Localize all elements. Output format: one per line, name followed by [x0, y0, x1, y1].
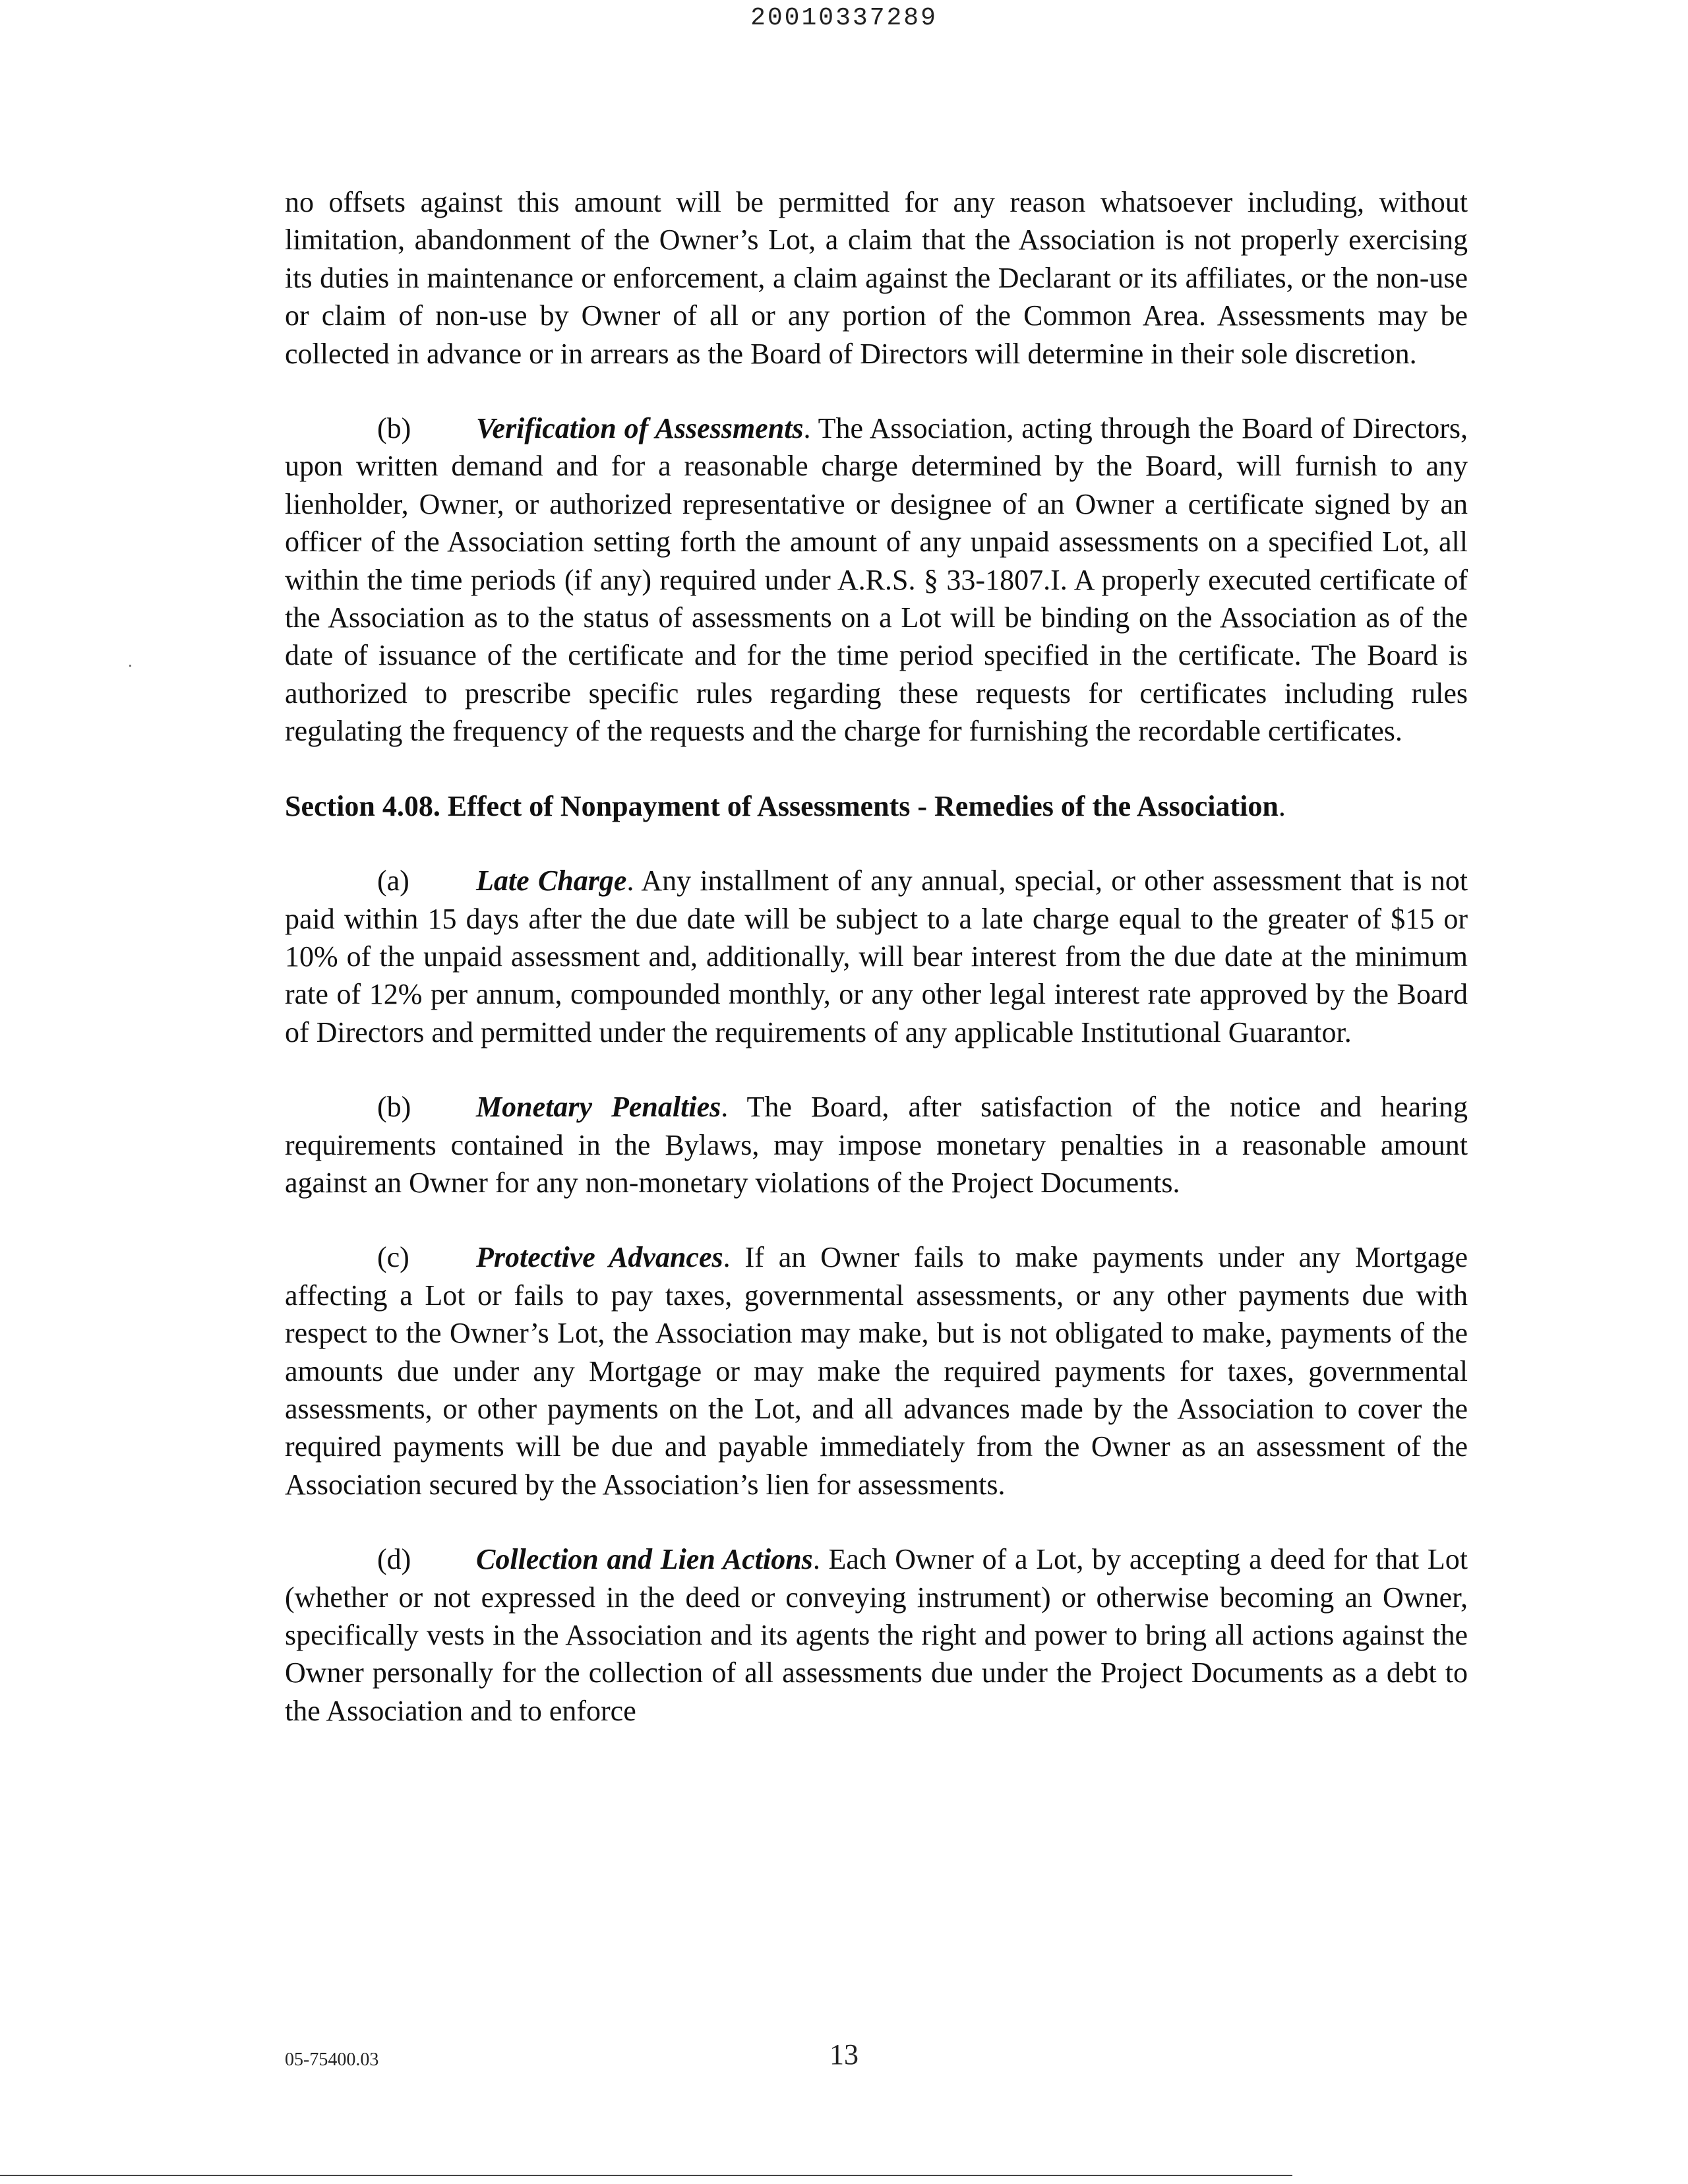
scan-speck [129, 665, 131, 667]
subsection-late-charge [285, 862, 1468, 1051]
subsection-caption: Collection and Lien Actions [476, 1543, 813, 1576]
subsection-label: (c) [377, 1241, 409, 1274]
subsection-label: (a) [377, 864, 409, 897]
subsection-label: (b) [377, 1091, 411, 1124]
verification-label: (b) [377, 412, 411, 445]
subsection-monetary-penalties [285, 1088, 1468, 1201]
subsection-caption: Protective Advances [476, 1241, 723, 1274]
subsection-text: . If an Owner fails to make payments under any Mortgage affecting a Lot or fails to pay taxes, governmental assessments, or any other payments due with respect to the Owner’s Lot, the Association may make, but is not obligated to make, payments of the amounts due under any Mortgage or may make the required payments for taxes, governmental assessments, or other payments on the Lot, and all advances made by the Association to cover the required payments will be due and payable immediately from the Owner as an assessment of the Association secured by the Association’s lien for assessments. [285, 1241, 1468, 1501]
footer-document-code: 05-75400.03 [285, 2049, 379, 2070]
subsection-text: . The Board, after satisfaction of the notice and hearing requirements contained in the Bylaws, may impose monetary penalties in a reasonable amount against an Owner for any non-monetary violations of the Project Documents. [285, 1091, 1468, 1199]
intro-paragraph: no offsets against this amount will be permitted for any reason whatsoever including, without limitation, abandonment of the Owner’s Lot, a claim that the Association is not properly exercising its duties in maintenance or enforcement, a claim against the Declarant or its affiliates, or the non-use or claim of non-use by Owner of all or any portion of the Common Area. Assessments may be collected in advance or in arrears as the Board of Directors will determine in their sole discretion. [285, 186, 1468, 370]
subsection-caption: Late Charge [476, 864, 627, 897]
subsection-collection-lien-actions [285, 1540, 1468, 1730]
page-number: 13 [829, 2038, 859, 2071]
page-body [285, 183, 1468, 1730]
bottom-scan-line [0, 2175, 1292, 2176]
verification-caption: Verification of Assessments [476, 412, 804, 445]
subsection-protective-advances [285, 1238, 1468, 1503]
document-number: 20010337289 [750, 4, 938, 32]
section-title-period: . [1278, 789, 1286, 822]
subsection-label: (d) [377, 1543, 411, 1576]
verification-text: . The Association, acting through the Board of Directors, upon written demand and for a reasonable charge determined by the Board, will furnish to any lienholder, Owner, or authorized representative or designee of an Owner a certificate signed by an officer of the Association setting forth the amount of any unpaid assessments on a specified Lot, all within the time periods (if any) required under A.R.S. § 33-1807.I. A properly executed certificate of the Association as to the status of assessments on a Lot will be binding on the Association as of the date of issuance of the certificate and for the time period specified in the certificate. The Board is authorized to prescribe specific rules regarding these requests for certificates including rules regulating the frequency of the requests and the charge for furnishing the recordable certificates. [285, 412, 1468, 748]
section-title: Effect of Nonpayment of Assessments - Remedies of the Association [447, 789, 1279, 822]
subsection-text: . Any installment of any annual, special, or other assessment that is not paid within 15 days after the due date will be subject to a late charge equal to the greater of $15 or 10% of the unpaid assessment and, additionally, will bear interest from the due date at the minimum rate of 12% per annum, compounded monthly, or any other legal interest rate approved by the Board of Directors and permitted under the requirements of any applicable Institutional Guarantor. [285, 864, 1468, 1048]
subsection-text: . Each Owner of a Lot, by accepting a deed for that Lot (whether or not expressed in the deed or conveying instrument) or otherwise becoming an Owner, specifically vests in the Association and its agents the right and power to bring all actions against the Owner personally for the collection of all assessments due under the Project Documents as a debt to the Association and to enforce [285, 1543, 1468, 1727]
section-number: Section 4.08. [285, 789, 440, 822]
section-heading [285, 787, 1468, 825]
subsection-caption: Monetary Penalties [476, 1091, 721, 1124]
verification-paragraph [285, 410, 1468, 750]
